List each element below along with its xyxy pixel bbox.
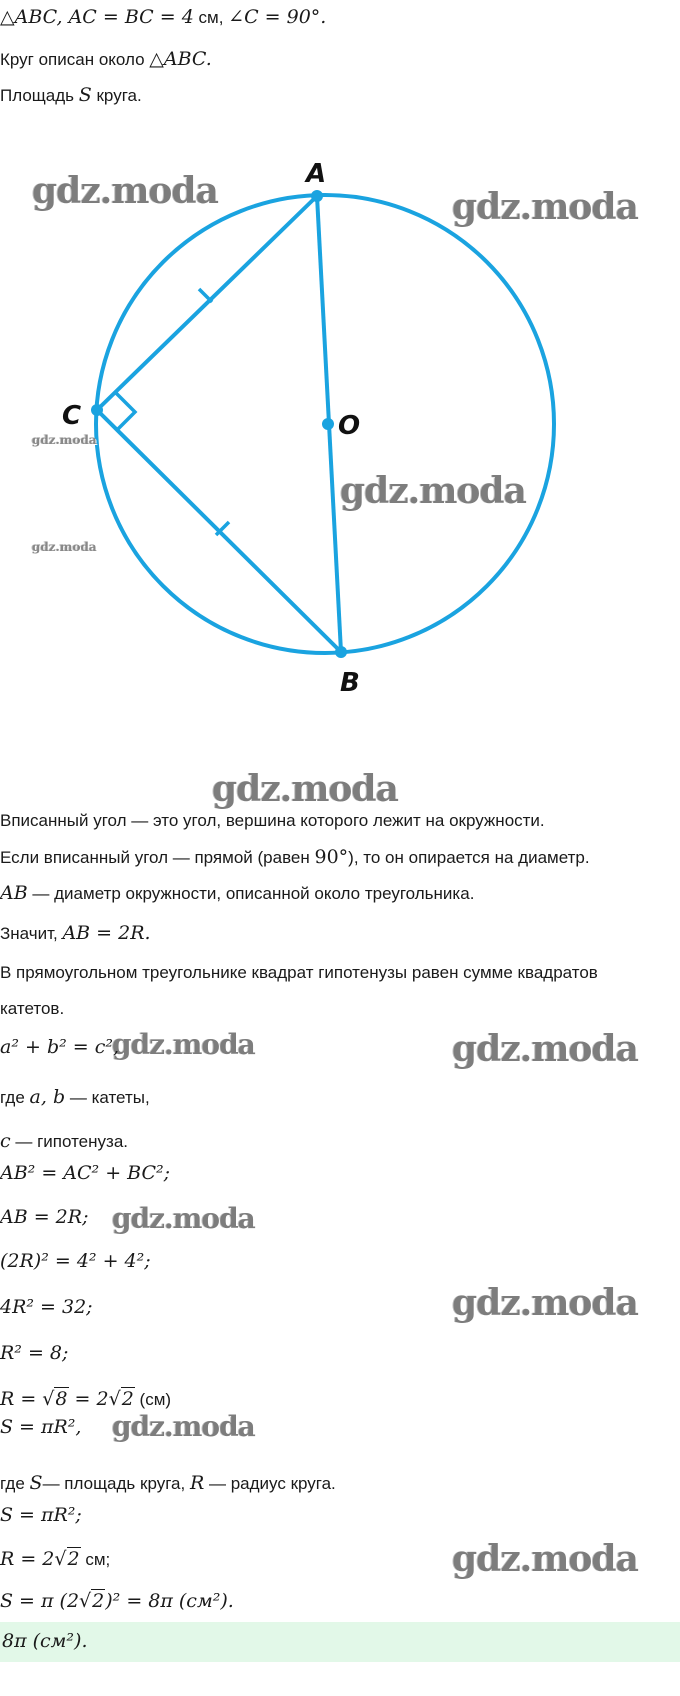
equation-7: S = πR², bbox=[0, 1416, 82, 1438]
equation-1: AB² = AC² + BC²; bbox=[0, 1162, 171, 1184]
right-angle-mark bbox=[115, 392, 135, 431]
solution-line-1: Вписанный угол — это угол, вершина которого лежит на окружности. bbox=[0, 811, 545, 830]
watermark: gdz.moda bbox=[112, 1202, 255, 1235]
watermark: gdz.moda bbox=[452, 186, 638, 228]
watermark: gdz.moda bbox=[32, 540, 97, 554]
label-b: B bbox=[340, 668, 360, 698]
label-c: C bbox=[62, 401, 82, 431]
point-b bbox=[335, 646, 347, 658]
given-triangle: △ABC, AC = BC = 4 bbox=[0, 6, 194, 28]
final-1: S = πR²; bbox=[0, 1504, 82, 1526]
watermark: gdz.moda bbox=[452, 1538, 638, 1580]
final-2: R = 2√2 см; bbox=[0, 1548, 111, 1570]
answer-box bbox=[0, 1622, 680, 1662]
given-unit: см, bbox=[193, 8, 229, 27]
solution-line-5a: В прямоугольном треугольнике квадрат гипотенузы равен сумме квадратов bbox=[0, 963, 598, 982]
watermark: gdz.moda bbox=[212, 768, 398, 810]
final-3: S = π (2√2)² = 8π (см²). bbox=[0, 1590, 234, 1612]
where-area: где S— площадь круга, R — радиус круга. bbox=[0, 1472, 336, 1494]
solution-line-4: Значит, AB = 2R. bbox=[0, 922, 151, 944]
where-hypotenuse: c — гипотенуза. bbox=[0, 1130, 128, 1152]
watermark: gdz.moda bbox=[340, 470, 526, 512]
given-line bbox=[0, 6, 326, 29]
equation-6: R = √8 = 2√2 (см) bbox=[0, 1388, 172, 1410]
point-o bbox=[322, 418, 334, 430]
watermark: gdz.moda bbox=[112, 1028, 255, 1061]
watermark: gdz.moda bbox=[452, 1282, 638, 1324]
tick-ca bbox=[199, 289, 212, 302]
where-legs: где a, b — катеты, bbox=[0, 1086, 150, 1108]
circle-statement: Круг описан около △ABC. bbox=[0, 48, 212, 70]
given-angle: ∠C = 90°. bbox=[228, 6, 327, 28]
watermark: gdz.moda bbox=[32, 170, 218, 212]
watermark: gdz.moda bbox=[452, 1028, 638, 1070]
solution-line-3: AB — диаметр окружности, описанной около треугольника. bbox=[0, 882, 475, 904]
equation-2: AB = 2R; bbox=[0, 1206, 89, 1228]
label-o: O bbox=[338, 411, 361, 441]
equation-5: R² = 8; bbox=[0, 1342, 69, 1364]
watermark: gdz.moda bbox=[112, 1410, 255, 1443]
solution-line-2: Если вписанный угол — прямой (равен 90°), то он опирается на диаметр. bbox=[0, 846, 590, 868]
watermark: gdz.moda bbox=[32, 433, 97, 447]
answer-value: 8π (см²). bbox=[2, 1630, 88, 1652]
pythagoras-formula: a² + b² = c², bbox=[0, 1036, 120, 1058]
find-statement: Площадь S круга. bbox=[0, 84, 142, 106]
equation-3: (2R)² = 4² + 4²; bbox=[0, 1250, 151, 1272]
equation-4: 4R² = 32; bbox=[0, 1296, 93, 1318]
solution-line-5b: катетов. bbox=[0, 999, 65, 1018]
point-c bbox=[91, 404, 103, 416]
point-a bbox=[311, 190, 323, 202]
label-a: A bbox=[306, 159, 327, 189]
